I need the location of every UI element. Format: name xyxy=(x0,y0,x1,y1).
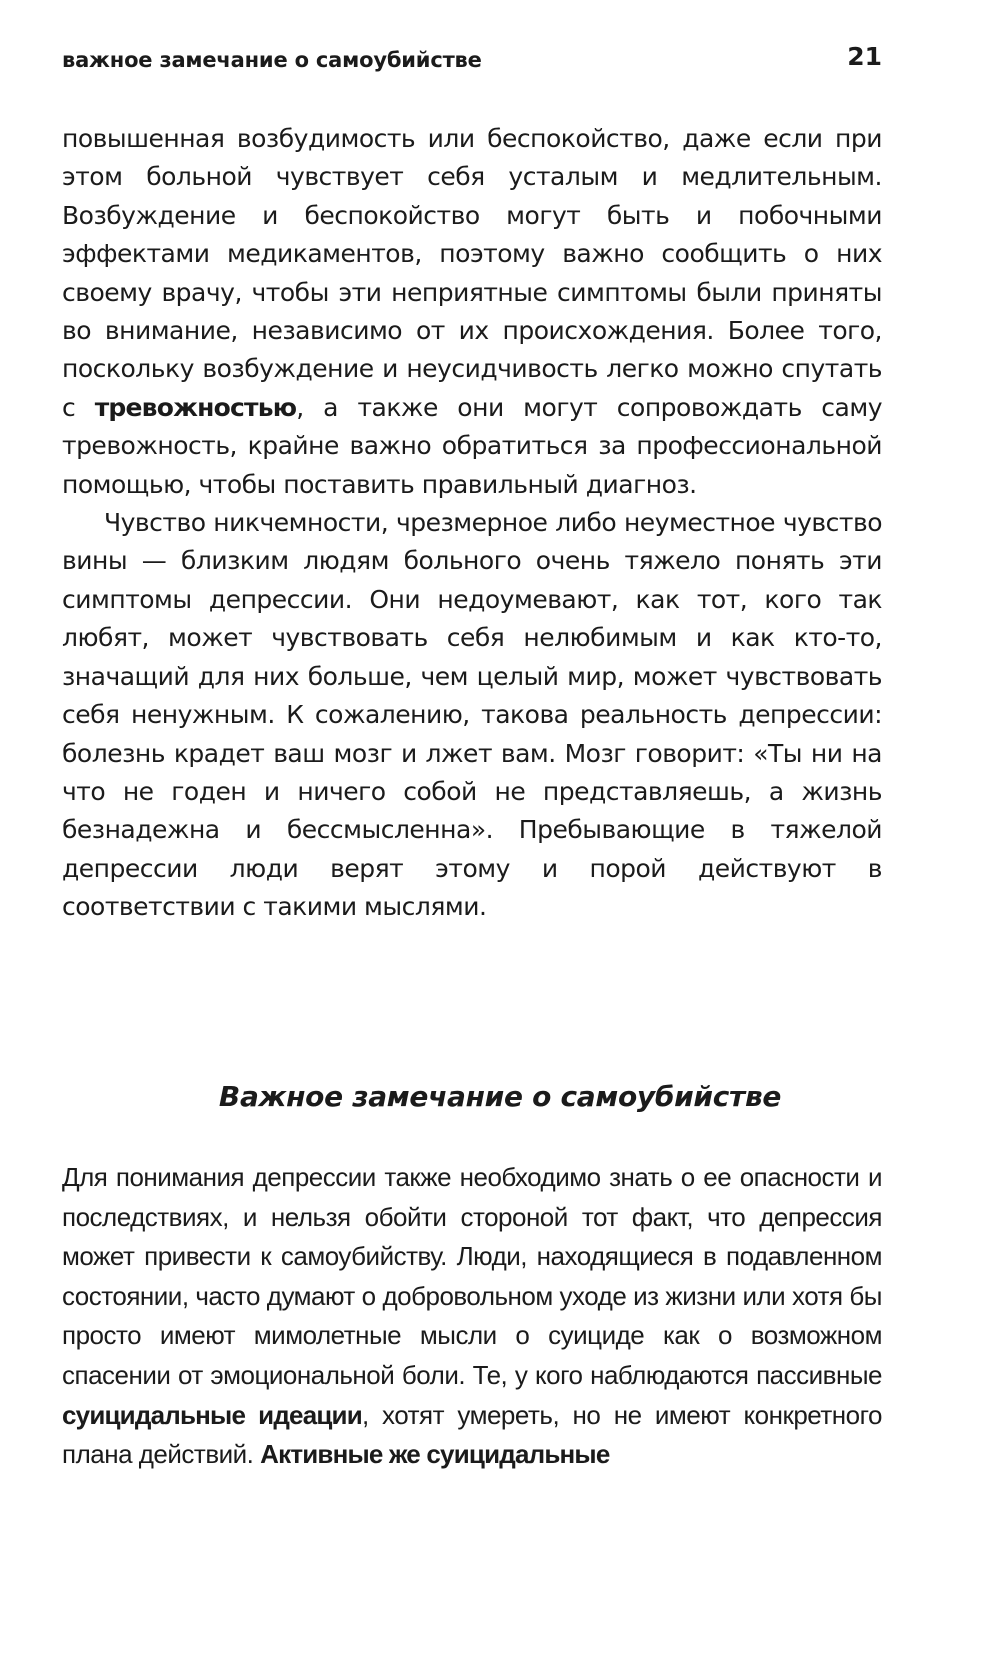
section-title: Важное замечание о самоубийстве xyxy=(218,1080,782,1113)
term-active-suicidal: Активные же суицидальные xyxy=(260,1439,610,1470)
paragraph-2: Чувство никчемности, чрезмерное либо неуместное чувство вины — близким людям больного очень тяжело понять эти симптомы депрессии. Они недоумевают, как тот, кого так любят, может чувствовать себя нелюбимым и как кто-то, значащий для них больше, чем целый мир, может чувствовать себя ненужным. К сожалению, такова реальность депрессии: болезнь крадет ваш мозг и лжет вам. Мозг говорит: «Ты ни на что не годен и ничего собой не представляешь, а жизнь безнадежна и бессмысленна». Пребывающие в тяжелой депрессии люди верят этому и порой действуют в соответствии с такими мыслями. xyxy=(62,508,882,922)
running-head-title: важное замечание о самоубийстве xyxy=(62,48,482,72)
page-number: 21 xyxy=(847,42,882,71)
section-two-text xyxy=(62,1158,882,1475)
term-anxiety: тревожностью xyxy=(94,392,297,422)
section-one-text xyxy=(62,120,882,927)
paragraph-3-text-b: , хотят умереть, но не имеют конкретного плана действий. xyxy=(62,1399,882,1470)
paragraph-1-text-b: , а также они могут сопровождать саму тревожность, крайне важно обратиться за профессиональной помощью, чтобы поставить правильный диагноз. xyxy=(62,392,882,499)
paragraph-1 xyxy=(62,120,882,504)
paragraph-3-text-a: Для понимания депрессии также необходимо знать о ее опасности и последствиях, и нельзя обойти стороной тот факт, что депрессия может привести к самоубийству. Люди, находящиеся в подавленном состоянии, часто думают о добровольном уходе из жизни или хотя бы просто имеют мимолетные мысли о суициде как о возможном спасении от эмоциональной боли. Те, у кого наблюдаются пассивные xyxy=(62,1162,882,1390)
paragraph-1-text-a: повышенная возбудимость или беспокойство, даже если при этом больной чувствует себя усталым и медлительным. Возбуждение и беспокойство могут быть и побочными эффектами медикаментов, поэтому важно сообщить о них своему врачу, чтобы эти неприятные симптомы были приняты во внимание, независимо от их происхождения. Более того, поскольку возбуждение и неусидчивость легко можно спутать с xyxy=(62,124,882,422)
paragraph-3 xyxy=(62,1158,882,1475)
term-suicidal-ideation: суицидальные идеации xyxy=(62,1399,362,1430)
